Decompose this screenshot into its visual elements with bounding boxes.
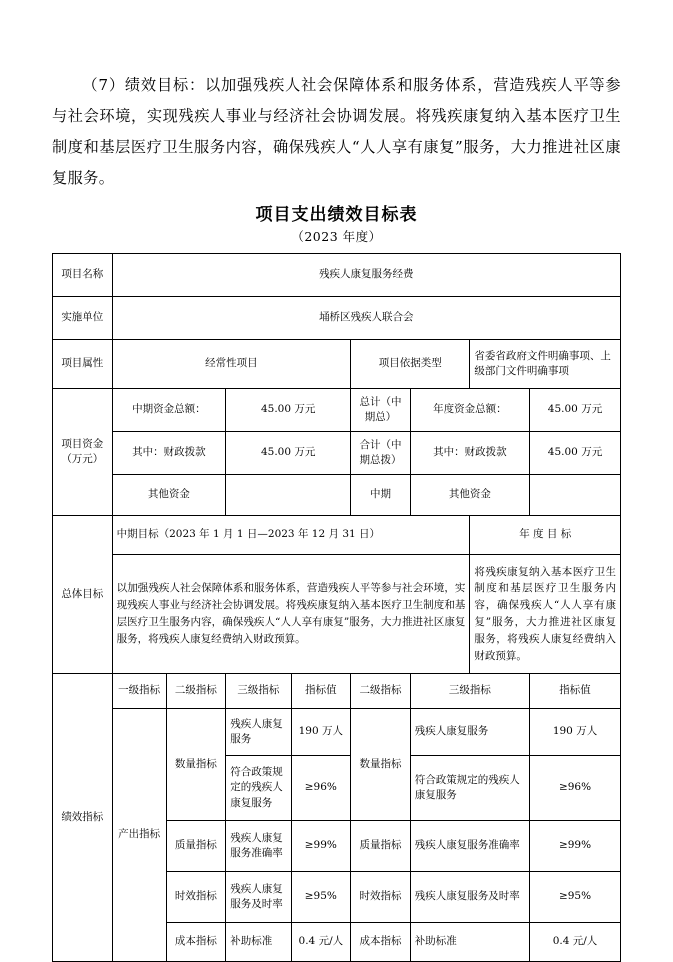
- level3-indicator-b: 残疾人康复服务及时率: [410, 872, 529, 923]
- indicator-value-b: 190 万人: [530, 709, 621, 756]
- level2-timeliness-indicator: 时效指标: [166, 872, 226, 923]
- table-row: [53, 389, 621, 432]
- level3-indicator-b: 符合政策规定的残疾人康复服务: [410, 756, 529, 821]
- mid-fiscal-label: 其中：财政拨款: [112, 432, 226, 475]
- mid-fiscal-value: 45.00 万元: [226, 432, 351, 475]
- indicator-value: ≥99%: [291, 821, 351, 872]
- table-row: [53, 297, 621, 340]
- sum-mid-header: 合计（中期总拨）: [351, 432, 411, 475]
- other-funds-label: 其他资金: [112, 475, 226, 516]
- level2-timeliness-indicator-b: 时效指标: [351, 872, 411, 923]
- page-subtitle: （2023 年度）: [291, 229, 382, 244]
- level3-indicator-b: 残疾人康复服务准确率: [410, 821, 529, 872]
- level2-cost-indicator: 成本指标: [166, 923, 226, 962]
- level3-indicator-b: 残疾人康复服务: [410, 709, 529, 756]
- table-row: [53, 432, 621, 475]
- implementation-unit-value: 埇桥区残疾人联合会: [112, 297, 620, 340]
- mid-total-amount-value: 45.00 万元: [226, 389, 351, 432]
- year-goal-text: 将残疾康复纳入基本医疗卫生制度和基层医疗卫生服务内容，确保残疾人“人人享有康复”服务，大力推进社区康复服务，将残疾人康复经费纳入财政预算。: [470, 555, 621, 674]
- indicator-value-b: 0.4 元/人: [530, 923, 621, 962]
- level3-indicator: 补助标准: [226, 923, 291, 962]
- table-row: [53, 475, 621, 516]
- project-basis-label: 项目依据类型: [351, 340, 470, 389]
- indicator-value: ≥96%: [291, 756, 351, 821]
- header-level3-b: 三级指标: [410, 674, 529, 709]
- level3-indicator: 残疾人康复服务准确率: [226, 821, 291, 872]
- indicator-value: 0.4 元/人: [291, 923, 351, 962]
- year-total-amount-label: 年度资金总额：: [410, 389, 529, 432]
- implementation-unit-label: 实施单位: [53, 297, 113, 340]
- header-value-b: 指标值: [530, 674, 621, 709]
- year-total-amount-value: 45.00 万元: [530, 389, 621, 432]
- indicator-value: ≥95%: [291, 872, 351, 923]
- header-level3: 三级指标: [226, 674, 291, 709]
- year-fiscal-value: 45.00 万元: [530, 432, 621, 475]
- level3-indicator-b: 补助标准: [410, 923, 529, 962]
- mid-total-header: 总计（中期总）: [351, 389, 411, 432]
- table-row: [53, 516, 621, 555]
- overall-goal-label: 总体目标: [53, 516, 113, 674]
- indicator-value: 190 万人: [291, 709, 351, 756]
- level2-quality-indicator-b: 质量指标: [351, 821, 411, 872]
- page-title: 项目支出绩效目标表: [255, 205, 418, 225]
- header-level1: 一级指标: [112, 674, 166, 709]
- level3-indicator: 残疾人康复服务及时率: [226, 872, 291, 923]
- level1-output-indicator: 产出指标: [112, 709, 166, 962]
- project-name-value: 残疾人康复服务经费: [112, 254, 620, 297]
- level2-cost-indicator-b: 成本指标: [351, 923, 411, 962]
- level3-indicator: 符合政策规定的残疾人康复服务: [226, 756, 291, 821]
- mid-total-amount-label: 中期资金总额：: [112, 389, 226, 432]
- level2-quality-indicator: 质量指标: [166, 821, 226, 872]
- table-row: [53, 340, 621, 389]
- performance-indicator-label: 绩效指标: [53, 674, 113, 962]
- mid-goal-text: 以加强残疾人社会保障体系和服务体系，营造残疾人平等参与社会环境，实现残疾人事业与经济社会协调发展。将残疾康复纳入基本医疗卫生制度和基层医疗卫生服务内容，确保残疾人“人人享有康复”服务，大力推进社区康复服务，将残疾人康复经费纳入财政预算。: [112, 555, 470, 674]
- performance-goal-table: [52, 253, 621, 962]
- other-funds-value: [226, 475, 351, 516]
- project-basis-value: 省委省政府文件明确事项、上级部门文件明确事项: [470, 340, 621, 389]
- performance-goal-paragraph: （7）绩效目标：以加强残疾人社会保障体系和服务体系，营造残疾人平等参与社会环境，实现残疾人事业与经济社会协调发展。将残疾康复纳入基本医疗卫生制度和基层医疗卫生服务内容，确保残疾人“人人享有康复”服务，大力推进社区康复服务。: [52, 76, 621, 187]
- project-attribute-value: 经常性项目: [112, 340, 351, 389]
- indicator-value-b: ≥95%: [530, 872, 621, 923]
- year-goal-header: 年 度 目 标: [470, 516, 621, 555]
- level2-quantity-indicator-b: 数量指标: [351, 709, 411, 821]
- other-funds-label-2: 其他资金: [410, 475, 529, 516]
- mid-goal-header: 中期目标（2023 年 1 月 1 日—2023 年 12 月 31 日）: [112, 516, 470, 555]
- indicator-value-b: ≥96%: [530, 756, 621, 821]
- project-name-label: 项目名称: [53, 254, 113, 297]
- project-funds-label: 项目资金（万元）: [53, 389, 113, 516]
- indicator-value-b: ≥99%: [530, 821, 621, 872]
- level2-quantity-indicator: 数量指标: [166, 709, 226, 821]
- table-row: [53, 555, 621, 674]
- table-row: [53, 674, 621, 709]
- header-level2: 二级指标: [166, 674, 226, 709]
- header-value: 指标值: [291, 674, 351, 709]
- header-level2-b: 二级指标: [351, 674, 411, 709]
- table-row: [53, 254, 621, 297]
- level3-indicator: 残疾人康复服务: [226, 709, 291, 756]
- other-funds-value-2: [530, 475, 621, 516]
- project-attribute-label: 项目属性: [53, 340, 113, 389]
- table-row: [53, 709, 621, 756]
- mid-header: 中期: [351, 475, 411, 516]
- year-fiscal-label: 其中：财政拨款: [410, 432, 529, 475]
